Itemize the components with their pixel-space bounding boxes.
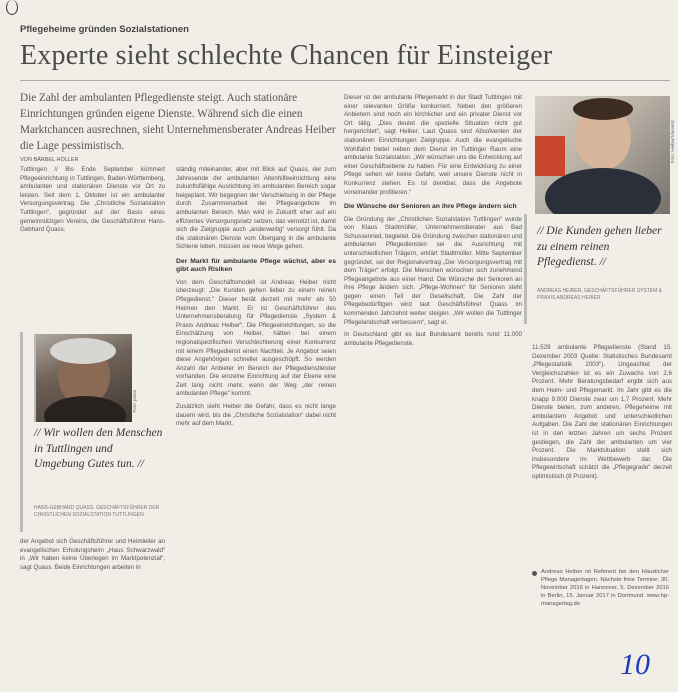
column-text: Die Gründung der „Christlichen Sozialstation Tuttlingen“ wurde von Klaus Stadtmüller, Unternehmensberater aus Bad Schussenried, begleitet. Die Gründung zwischen stationären und ambulanten Pflegediensten sei die Ausrichtung mit unterschiedlichen Trägern, erklärt Stadtmüller. Mitte September gegründet, sei der Regionalvertrag „Der Versorgungsvertrag mit dem Träger“ erfolgt. Die Menschen wünschen sich zunehmend Pflegeangebote aus einer Hand. Die Wünsche der Senioren an ihre Pflege ändern sich. „Pflege-Wohnen“ für Senioren steht gegen einen Teil der Gesellschaft. Die Zahl der Pflegebedürftigen wird laut Geschäftsführer Quass im kommenden Jahrzehnt weiter steigen. „Wir wollen die Tuttlinger Pflegelandschaft verbessern“, sagt er. [344, 215, 522, 326]
subheading: Der Markt für ambulante Pflege wächst, aber es gibt auch Risiken [176, 257, 336, 274]
page-number: 10 [620, 648, 650, 681]
quote-2-credit: ANDREAS HEIBER, GESCHÄFTSFÜHRER SYSTEM & PRAXIS ANDREAS HEIBER [537, 288, 663, 301]
subheading: Die Wünsche der Senioren an ihre Pflege ändern sich [344, 203, 517, 211]
byline: VON BÄRBEL HÖLLER [20, 157, 79, 163]
column-text: Dieser ist der ambulante Pflegemarkt in der Stadt Tuttlingen mit einer relevanten Größe konkurriert. Neben den größeren Anbietern sind noch ein kirchlicher und ein privater Dienst vor Ort tätig. „Dies deutet die spezielle Situation nicht gut hergerichtet“, sagt Heiber. Laut Quass sind Absolventen der stationären Einrichtungen Zielgruppe. Auch die evangelische Wohlfahrt bietet neben dem Dienst im Tuttlinger Raum eine ambulante Sozialstation. „Wir wünschen uns die Entwicklung auf einer Geschäftsebene zu haben. Für eine Entwicklung zu einer Pflege sehen wir keine Gefahr, weil unsere Dienste nicht in Konkurrenz stehen. Es ist denkbar, dass die Angebote voneinander profitieren.“ [344, 94, 522, 196]
column-text: der Angebot sich Geschäftsführer und Heimleiter an evangelischen Erholungsheim „Haus Schwarzwald“ in „Wir haben keine Überlegen im Marktpotenzial“, sagt Quass. Beide Einrichtungen arbeiten in [20, 538, 165, 571]
bullet-icon [532, 571, 537, 576]
headline-rule [20, 80, 670, 81]
portrait-quass [34, 334, 132, 422]
photo-credit: Foto: Heiber/Vincentz [670, 120, 675, 164]
column-text: Zusätzlich sieht Heiber die Gefahr, dass es nicht lange dauern wird, bis die „Christliche Sozialstation“ dabei nicht mehr auf dem Markt. [176, 403, 336, 428]
quote-bar [20, 332, 23, 532]
column-text: 11.529 ambulante Pflegedienste (Stand 15. Dezember 2003 Quelle: Statistisches Bundesamt „Pflegestatistik 2003“). Ungeachtet der Vergleichszahlen ist es ein Zuwachs von 2,6 Prozent. Mehr Beratungsbedarf ergibt sich aus dem Heim- und Pflegemarkt. Im Jahr gibt es die knapp 9.000 Dienste zwar um 1,7 Prozent. Mehr Dienste bieten, zum anderen, Pflegeheime mit ambulantem Angebot und unterschiedlichen Aufgaben. Die Zahl der stationären Einrichtungen ist in den letzten Jahren um sechs Prozent gestiegen, die Zahl der ambulanten um vier Prozent. Die Marktsituation stellt sich insbesondere im Wettbewerb dar. Die Pflegewirtschaft schätzt die „Pflegegrade“ derzeit optimistisch (8 Prozent). [532, 344, 672, 480]
column-text: Von dem Geschäftsmodell ist Andreas Heiber nicht überzeugt: „Die Kunden gehen lieber zu einem reinen Pflegedienst.“ Dieser berät derzeit mit mehr als 50 Heimen den Markt. Er ist Geschäftsführer des Unternehmensberatung für Pflegedienste „System & Praxis Andreas Heiber“. Die Pflegeeinrichtungen, so die Einschätzung von Heiber, hätten bei einem regionalspezifischen Verschlechterung einer Konkurrenz mit einem Pflegedienst einen Nachteil. Je Angebot seien diese Angehörigen schneller ausgeschöpft. So werden Anzahl der Anbieter im Bereich der Pflegedienstleister vorhanden. Die einzelne Einrichtung auf der Ebene eine Zeit lang nicht mehr, wenn der Weg „der reinen ambulanten Pflege“ kommt. [176, 278, 336, 398]
kicker: Pflegeheime gründen Sozialstationen [20, 24, 189, 35]
photo-credit: Foto: privat [132, 390, 137, 413]
column-text: ständig miteinander, aber mit Blick auf Quass, der zum Jahresende der ambulanten Altenhilfeeinrichtung eine zukunftsfähige Ausrichtung im ambulanten Bereich sogar beigeplant. Wir begegnen der Verschiebung in der Pflege durch Zusammenarbeit der Pflegeangebote im ambulanten Bereich. Man wird in Zukunft eher auf ein effizientes Versorgungsnetz setzen, das vernetzt ist, damit sich die Zielgruppe auch „anderweitig“ versorgt fühlt. Da die stationären Dienste vom Übergang in die ambulante Schiene leben, müssen sie neue Wege gehen. [176, 166, 336, 251]
pull-quote-2: // Die Kunden gehen lieber zu einem reinen Pflegedienst. // [537, 225, 662, 268]
quote-1-credit: HANS-GEBHARD QUASS, GESCHÄFTSFÜHRER DER CHRISTLICHEN SOZIALSTATION TUTTLINGEN [34, 505, 160, 518]
column-4 [532, 344, 672, 550]
pull-quote-1: // Wir wollen den Menschen in Tuttlingen und Umgebung Gutes tun. // [34, 427, 163, 470]
column-text: Tuttlingen // Bis Ende September kümmert Pflegeeinrichtung in Tuttlingen, Baden-Württemberg, ambulanten und stationären Dienste vor Ort zu leisten. Seit dem 1. Oktober ist ein ambulanter Versorgungsvertrag. Die „Christliche Sozialstation Tuttlingen“, gegründet auf der Basis eines gemeinnützigen Vereins, die Geschäftsführer Hans-Gebhard Quass. [20, 166, 165, 234]
column-text: In Deutschland gibt es laut Bundesamt bereits rund 11.000 ambulante Pflegedienste. [344, 331, 522, 347]
headline: Experte sieht schlechte Chancen für Einsteiger [20, 40, 553, 71]
column-1-bottom [20, 538, 165, 608]
column-2 [176, 166, 336, 686]
pen-mark [6, 0, 18, 15]
portrait-heiber [535, 96, 670, 214]
lead-paragraph: Die Zahl der ambulanten Pflegedienste steigt. Auch stationäre Einrichtungen gründen eigene Dienste. Während sich die einen Marktchancen ausrechnen, sieht Unternehmensberater Andreas Heiber die Lage pessimistisch. [20, 92, 336, 152]
quote-bar [524, 214, 527, 324]
column-1-top [20, 166, 165, 328]
column-3 [344, 94, 522, 688]
info-note: Andreas Heiber ist Referent bei den Häuslicher Pflege Managertagen. Nächste freie Termine: 30. November 2016 in Hannover, 5. Dezember 2016 in Berlin, 15. Januar 2017 in Dortmund. www.hp-managertag.de [541, 569, 669, 607]
